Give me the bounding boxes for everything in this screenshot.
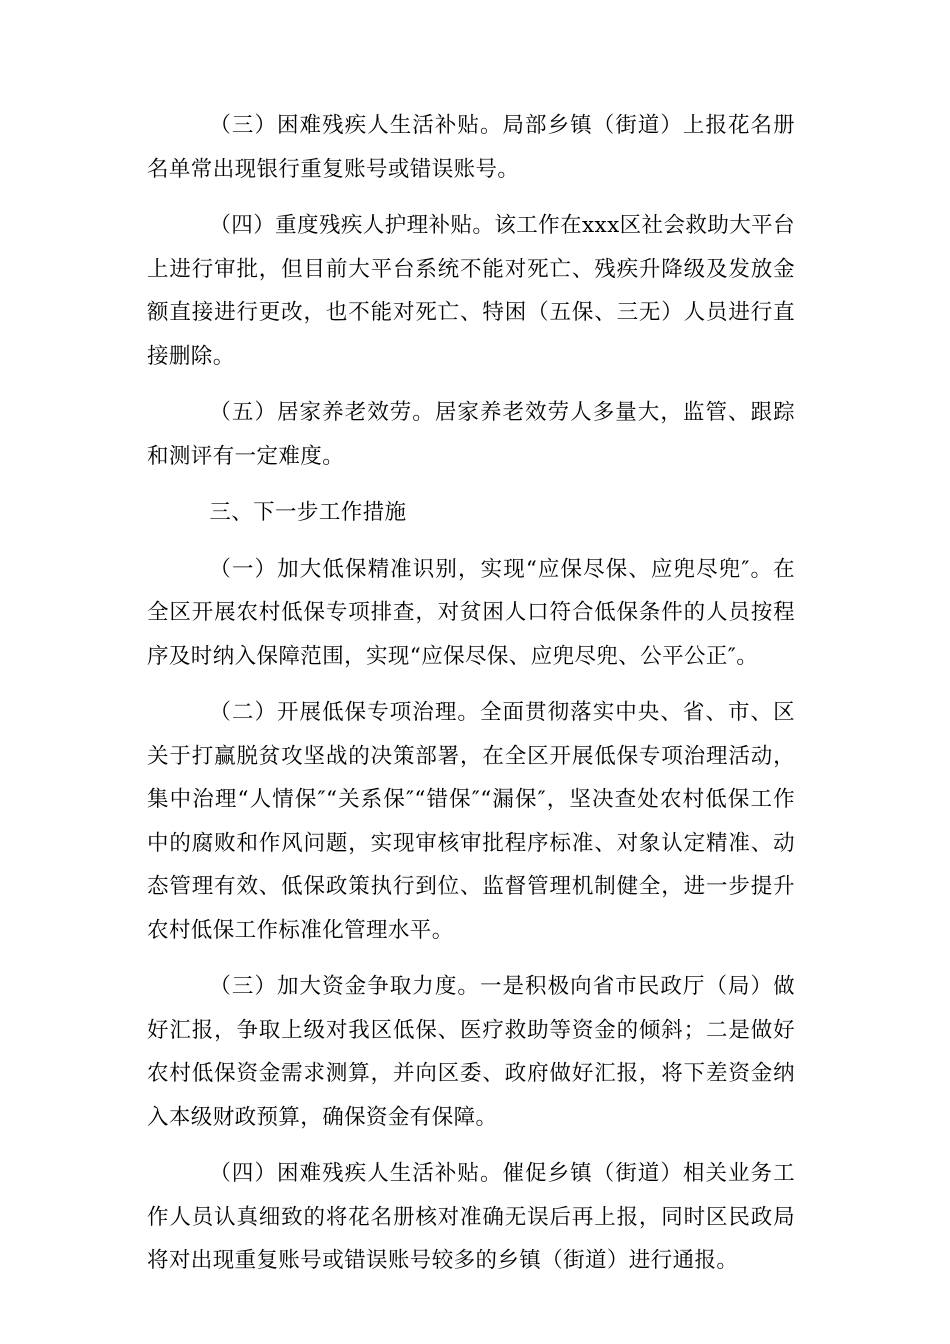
paragraph-measure-3: （三）加大资金争取力度。一是积极向省市民政厅（局）做好汇报，争取上级对我区低保、医疗救助等资金的倾斜；二是做好农村低保资金需求测算，并向区委、政府做好汇报，将下差资金纳入本级财政预算，确保资金有保障。 [147,974,795,1130]
paragraph-home-elderly-care-issue: （五）居家养老效劳。居家养老效劳人多量大，监管、跟踪和测评有一定难度。 [147,400,795,469]
paragraph-disability-subsidy-issue: （三）困难残疾人生活补贴。局部乡镇（街道）上报花名册名单常出现银行重复账号或错误账号。 [147,113,795,182]
document-page [147,104,795,1296]
paragraph-measure-1: （一）加大低保精准识别，实现“应保尽保、应兜尽兜″。在全区开展农村低保专项排查，对贫困人口符合低保条件的人员按程序及时纳入保障范围，实现“应保尽保、应兜尽兜、公平公正″。 [147,556,795,669]
paragraph-measure-2: （二）开展低保专项治理。全面贯彻落实中央、省、市、区关于打赢脱贫攻坚战的决策部署，在全区开展低保专项治理活动，集中治理“人情保″“关系保″“错保″“漏保″，坚决查处农村低保工作中的腐败和作风问题，实现审核审批程序标准、对象认定精准、动态管理有效、低保政策执行到位、监督管理机制健全，进一步提升农村低保工作标准化管理水平。 [147,700,795,943]
paragraph-measure-4: （四）困难残疾人生活补贴。催促乡镇（街道）相关业务工作人员认真细致的将花名册核对准确无误后再上报，同时区民政局将对出现重复账号或错误账号较多的乡镇（街道）进行通报。 [147,1161,795,1273]
section-heading-next-steps: 三、下一步工作措施 [209,500,407,525]
paragraph-care-subsidy-issue: （四）重度残疾人护理补贴。该工作在xxx区社会救助大平台上进行审批，但目前大平台系统不能对死亡、残疾升降级及发放金额直接进行更改，也不能对死亡、特困（五保、三无）人员进行直接删除。 [147,213,795,369]
